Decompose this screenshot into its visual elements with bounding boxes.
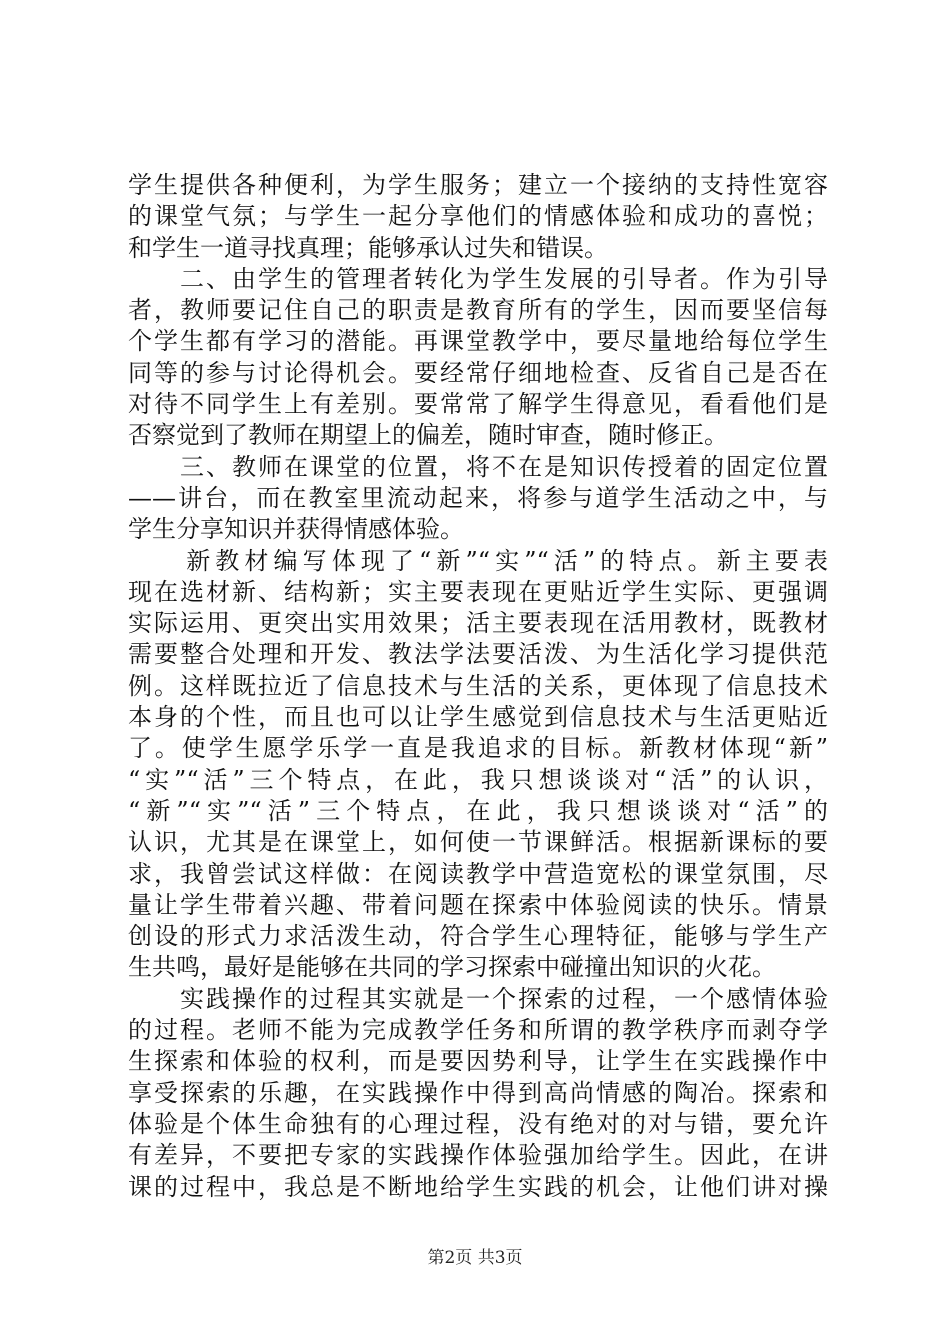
text-line: 同等的参与讨论得机会。要经常仔细地检查、反省自己是否在 [128, 358, 828, 387]
text-line: 需要整合处理和开发、教法学法要活泼、为生活化学习提供范 [128, 640, 828, 669]
text-line: 有差异，不要把专家的实践操作体验强加给学生。因此，在讲 [128, 1141, 828, 1170]
text-line: 量让学生带着兴趣、带着问题在探索中体验阅读的快乐。情景 [128, 890, 828, 919]
text-line: 实践操作的过程其实就是一个探索的过程，一个感情体验 [128, 984, 828, 1013]
text-line: 体验是个体生命独有的心理过程，没有绝对的对与错，要允许 [128, 1109, 828, 1138]
text-line: 本身的个性，而且也可以让学生感觉到信息技术与生活更贴近 [128, 703, 828, 732]
text-line: 新教材编写体现了“新”“实”“活”的特点。新主要表 [128, 546, 828, 575]
text-line: 现在选材新、结构新；实主要表现在更贴近学生实际、更强调 [128, 577, 828, 606]
page-number-footer: 第2页 共3页 [427, 1248, 523, 1268]
text-line: 和学生一道寻找真理；能够承认过失和错误。 [128, 233, 608, 262]
text-line: 求，我曾尝试这样做：在阅读教学中营造宽松的课堂氛围，尽 [128, 859, 828, 888]
text-line: “新”“实”“活”三个特点，在此，我只想谈谈对“活”的 [128, 796, 828, 825]
document-body [128, 170, 828, 1203]
text-line: 例。这样既拉近了信息技术与生活的关系，更体现了信息技术 [128, 671, 828, 700]
text-line: 的过程。老师不能为完成教学任务和所谓的教学秩序而剥夺学 [128, 1016, 828, 1045]
text-line: 个学生都有学习的潜能。再课堂教学中，要尽量地给每位学生 [128, 327, 828, 356]
text-line: 课的过程中，我总是不断地给学生实践的机会，让他们讲对操 [128, 1172, 828, 1201]
text-line: 认识，尤其是在课堂上，如何使一节课鲜活。根据新课标的要 [128, 828, 828, 857]
text-line: 学生提供各种便利，为学生服务；建立一个接纳的支持性宽容 [128, 171, 828, 199]
text-line: 二、由学生的管理者转化为学生发展的引导者。作为引导 [128, 264, 828, 293]
text-line: 生共鸣，最好是能够在共同的学习探索中碰撞出知识的火花。 [128, 953, 776, 982]
text-line: “实”“活”三个特点，在此，我只想谈谈对“活”的认识， [128, 765, 828, 794]
text-line: 者，教师要记住自己的职责是教育所有的学生，因而要坚信每 [128, 296, 828, 325]
text-line: 否察觉到了教师在期望上的偏差，随时审查，随时修正。 [128, 421, 728, 450]
text-line: 对待不同学生上有差别。要常常了解学生得意见，看看他们是 [128, 390, 828, 419]
text-line: 享受探索的乐趣，在实践操作中得到高尚情感的陶冶。探索和 [128, 1078, 828, 1107]
text-line: 生探索和体验的权利，而是要因势利导，让学生在实践操作中 [128, 1047, 828, 1076]
text-line: 的课堂气氛；与学生一起分享他们的情感体验和成功的喜悦； [128, 202, 828, 231]
text-line: 三、教师在课堂的位置，将不在是知识传授着的固定位置 [128, 452, 828, 481]
text-line: 创设的形式力求活泼生动，符合学生心理特征，能够与学生产 [128, 922, 828, 951]
text-line: 了。使学生愿学乐学一直是我追求的目标。新教材体现“新” [128, 734, 828, 763]
text-line: 学生分享知识并获得情感体验。 [128, 515, 464, 544]
text-line: 实际运用、更突出实用效果；活主要表现在活用教材，既教材 [128, 609, 828, 638]
text-line: ——讲台，而在教室里流动起来，将参与道学生活动之中，与 [128, 483, 828, 512]
